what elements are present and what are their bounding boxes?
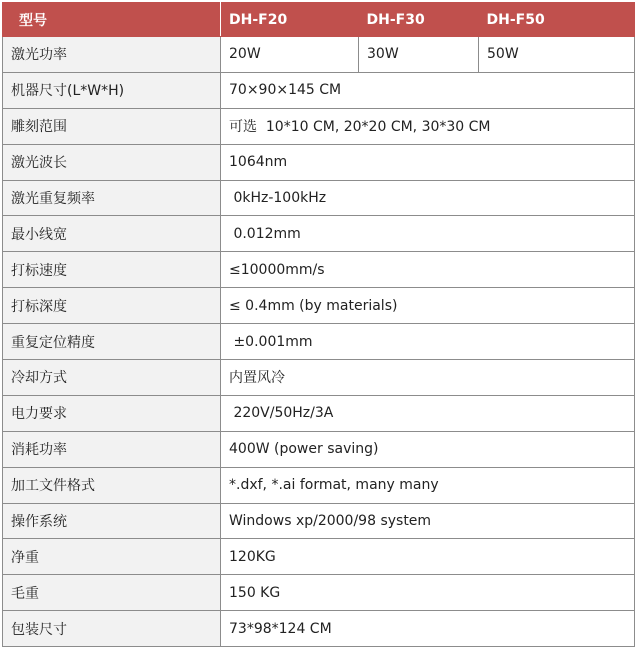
spec-value: *.dxf, *.ai format, many many bbox=[221, 467, 635, 503]
spec-label: 打标速度 bbox=[3, 252, 221, 288]
power-value-f30: 30W bbox=[359, 37, 479, 73]
spec-label: 冷却方式 bbox=[3, 360, 221, 396]
spec-label: 毛重 bbox=[3, 575, 221, 611]
power-label: 激光功率 bbox=[3, 37, 221, 73]
power-value-f20: 20W bbox=[221, 37, 359, 73]
spec-value: 400W (power saving) bbox=[221, 431, 635, 467]
table-row bbox=[3, 539, 635, 575]
spec-label: 雕刻范围 bbox=[3, 108, 221, 144]
spec-value: 0.012mm bbox=[221, 216, 635, 252]
table-row bbox=[3, 72, 635, 108]
spec-value: ≤ 0.4mm (by materials) bbox=[221, 288, 635, 324]
table-row bbox=[3, 503, 635, 539]
spec-value: Windows xp/2000/98 system bbox=[221, 503, 635, 539]
spec-value: 70×90×145 CM bbox=[221, 72, 635, 108]
spec-value: 可选 10*10 CM, 20*20 CM, 30*30 CM bbox=[221, 108, 635, 144]
table-row bbox=[3, 395, 635, 431]
table-row bbox=[3, 144, 635, 180]
spec-label: 激光波长 bbox=[3, 144, 221, 180]
spec-label: 激光重复频率 bbox=[3, 180, 221, 216]
table-row bbox=[3, 288, 635, 324]
spec-label: 电力要求 bbox=[3, 395, 221, 431]
table-row bbox=[3, 611, 635, 647]
header-row bbox=[3, 3, 635, 37]
spec-label: 净重 bbox=[3, 539, 221, 575]
spec-value: ±0.001mm bbox=[221, 324, 635, 360]
table-row bbox=[3, 180, 635, 216]
spec-table bbox=[2, 2, 635, 647]
spec-value: 220V/50Hz/3A bbox=[221, 395, 635, 431]
model-header-f30: DH-F30 bbox=[359, 3, 479, 37]
spec-value: 0kHz-100kHz bbox=[221, 180, 635, 216]
table-row bbox=[3, 360, 635, 396]
spec-value: 73*98*124 CM bbox=[221, 611, 635, 647]
model-header-f20: DH-F20 bbox=[221, 3, 359, 37]
table-row bbox=[3, 108, 635, 144]
spec-label: 机器尺寸(L*W*H) bbox=[3, 72, 221, 108]
spec-value: ≤10000mm/s bbox=[221, 252, 635, 288]
spec-table-body bbox=[3, 3, 635, 647]
table-row bbox=[3, 431, 635, 467]
spec-label: 包装尺寸 bbox=[3, 611, 221, 647]
table-row bbox=[3, 575, 635, 611]
spec-value: 120KG bbox=[221, 539, 635, 575]
spec-value: 内置风冷 bbox=[221, 360, 635, 396]
spec-label: 打标深度 bbox=[3, 288, 221, 324]
spec-label: 重复定位精度 bbox=[3, 324, 221, 360]
spec-label: 消耗功率 bbox=[3, 431, 221, 467]
spec-label: 最小线宽 bbox=[3, 216, 221, 252]
table-row bbox=[3, 467, 635, 503]
model-header-f50: DH-F50 bbox=[479, 3, 635, 37]
spec-value: 1064nm bbox=[221, 144, 635, 180]
spec-value: 150 KG bbox=[221, 575, 635, 611]
power-value-f50: 50W bbox=[479, 37, 635, 73]
power-row bbox=[3, 37, 635, 73]
table-row bbox=[3, 324, 635, 360]
spec-label: 操作系统 bbox=[3, 503, 221, 539]
model-header-label: 型号 bbox=[3, 3, 221, 37]
table-row bbox=[3, 252, 635, 288]
spec-label: 加工文件格式 bbox=[3, 467, 221, 503]
table-row bbox=[3, 216, 635, 252]
